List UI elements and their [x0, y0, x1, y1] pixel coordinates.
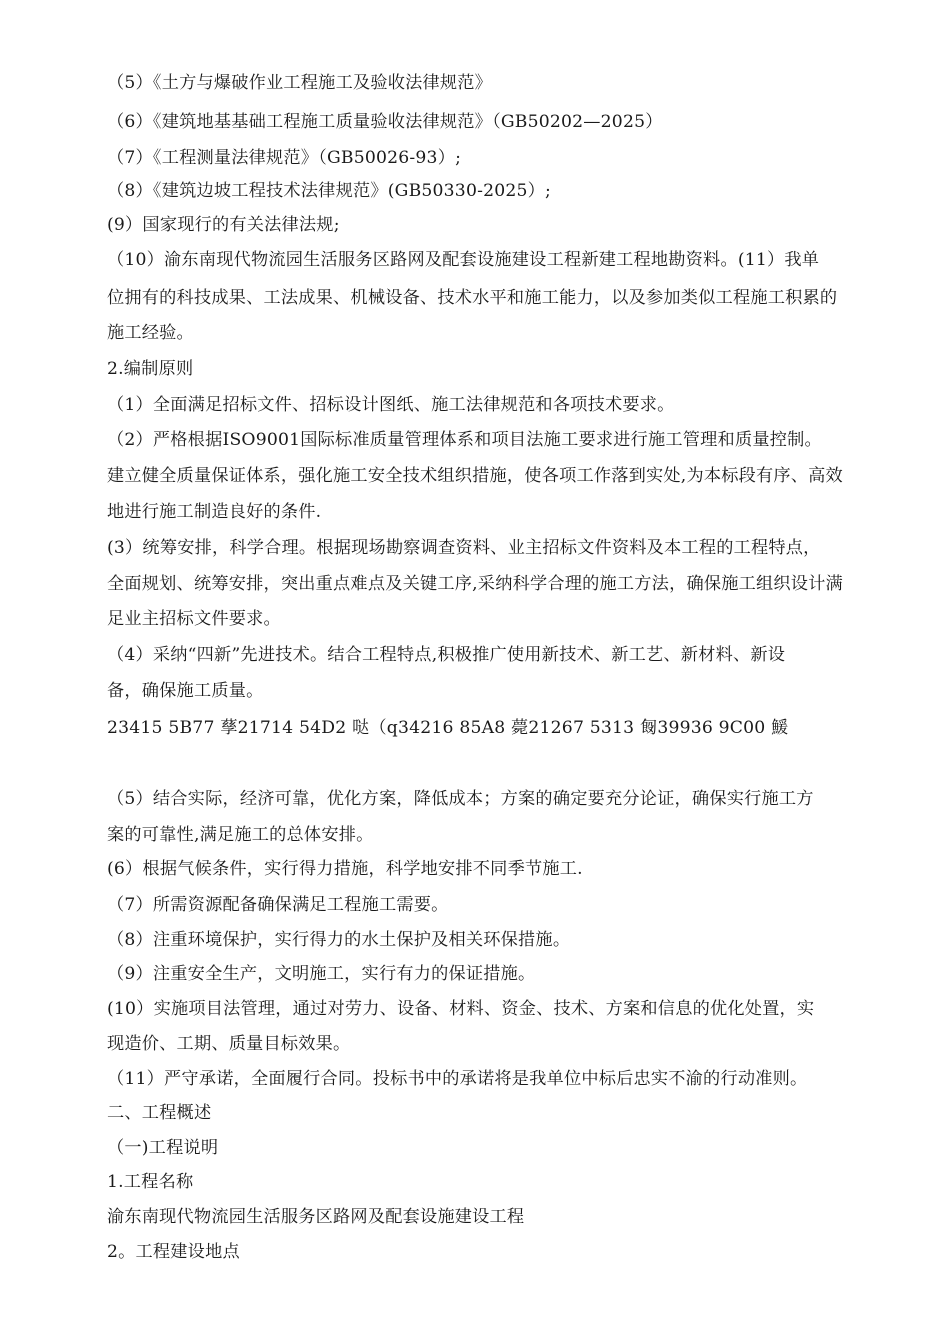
text-line: 施工经验。 — [107, 323, 194, 343]
chapter-heading: 二、工程概述 — [107, 1103, 212, 1123]
text-line: 地进行施工制造良好的条件. — [107, 502, 322, 522]
text-line: (6）根据气候条件，实行得力措施，科学地安排不同季节施工. — [107, 859, 583, 879]
text-line: （2）严格根据ISO9001国际标准质量管理体系和项目法施工要求进行施工管理和质量控制。 — [107, 430, 822, 450]
text-line: （7）《工程测量法律规范》（GB50026-93）; — [107, 148, 462, 168]
text-line: （7）所需资源配备确保满足工程施工需要。 — [107, 895, 449, 915]
text-line: （1）全面满足招标文件、招标设计图纸、施工法律规范和各项技术要求。 — [107, 395, 675, 415]
text-line: 全面规划、统筹安排，突出重点难点及关键工序,采纳科学合理的施工方法，确保施工组织设计满 — [107, 574, 843, 594]
text-line: 建立健全质量保证体系，强化施工安全技术组织措施，使各项工作落到实处,为本标段有序、高效 — [107, 466, 843, 486]
text-line: （6）《建筑地基基础工程施工质量验收法律规范》（GB50202—2025） — [107, 112, 663, 132]
text-line: （5）结合实际，经济可靠，优化方案，降低成本；方案的确定要充分论证，确保实行施工方 — [107, 789, 814, 809]
text-line: （8）《建筑边坡工程技术法律规范》(GB50330-2025）; — [107, 181, 552, 201]
text-line: (9）国家现行的有关法律法规; — [107, 215, 340, 235]
text-line: （9）注重安全生产，文明施工，实行有力的保证措施。 — [107, 964, 536, 984]
text-line: 足业主招标文件要求。 — [107, 609, 281, 629]
text-line: （10）渝东南现代物流园生活服务区路网及配套设施建设工程新建工程地勘资料。(11）我单 — [107, 250, 820, 270]
text-line: （8）注重环境保护，实行得力的水土保护及相关环保措施。 — [107, 930, 571, 950]
garbled-code-line: 23415 5B77 孶21714 54D2 哒（q34216 85A8 薨21267 5313 匓39936 9C00 鰀 — [107, 718, 789, 738]
subsection-heading: 1.工程名称 — [107, 1172, 194, 1192]
text-line: (10）实施项目法管理，通过对劳力、设备、材料、资金、技术、方案和信息的优化处置，实 — [107, 999, 815, 1019]
text-line: 现造价、工期、质量目标效果。 — [107, 1034, 351, 1054]
text-line: （11）严守承诺，全面履行合同。投标书中的承诺将是我单位中标后忠实不渝的行动准则。 — [107, 1069, 808, 1089]
project-name: 渝东南现代物流园生活服务区路网及配套设施建设工程 — [107, 1207, 525, 1227]
text-line: （5）《土方与爆破作业工程施工及验收法律规范》 — [107, 73, 493, 93]
text-line: 案的可靠性,满足施工的总体安排。 — [107, 825, 374, 845]
section-heading: （一)工程说明 — [107, 1138, 219, 1158]
text-line: (3）统筹安排，科学合理。根据现场勘察调查资料、业主招标文件资料及本工程的工程特点， — [107, 538, 821, 558]
text-line: （4）采纳“四新”先进技术。结合工程特点,积极推广使用新技术、新工艺、新材料、新设 — [107, 645, 786, 665]
subsection-heading: 2。工程建设地点 — [107, 1242, 240, 1262]
text-line: 备，确保施工质量。 — [107, 681, 264, 701]
text-line: 位拥有的科技成果、工法成果、机械设备、技术水平和施工能力，以及参加类似工程施工积累的 — [107, 288, 838, 308]
section-heading: 2.编制原则 — [107, 359, 194, 379]
